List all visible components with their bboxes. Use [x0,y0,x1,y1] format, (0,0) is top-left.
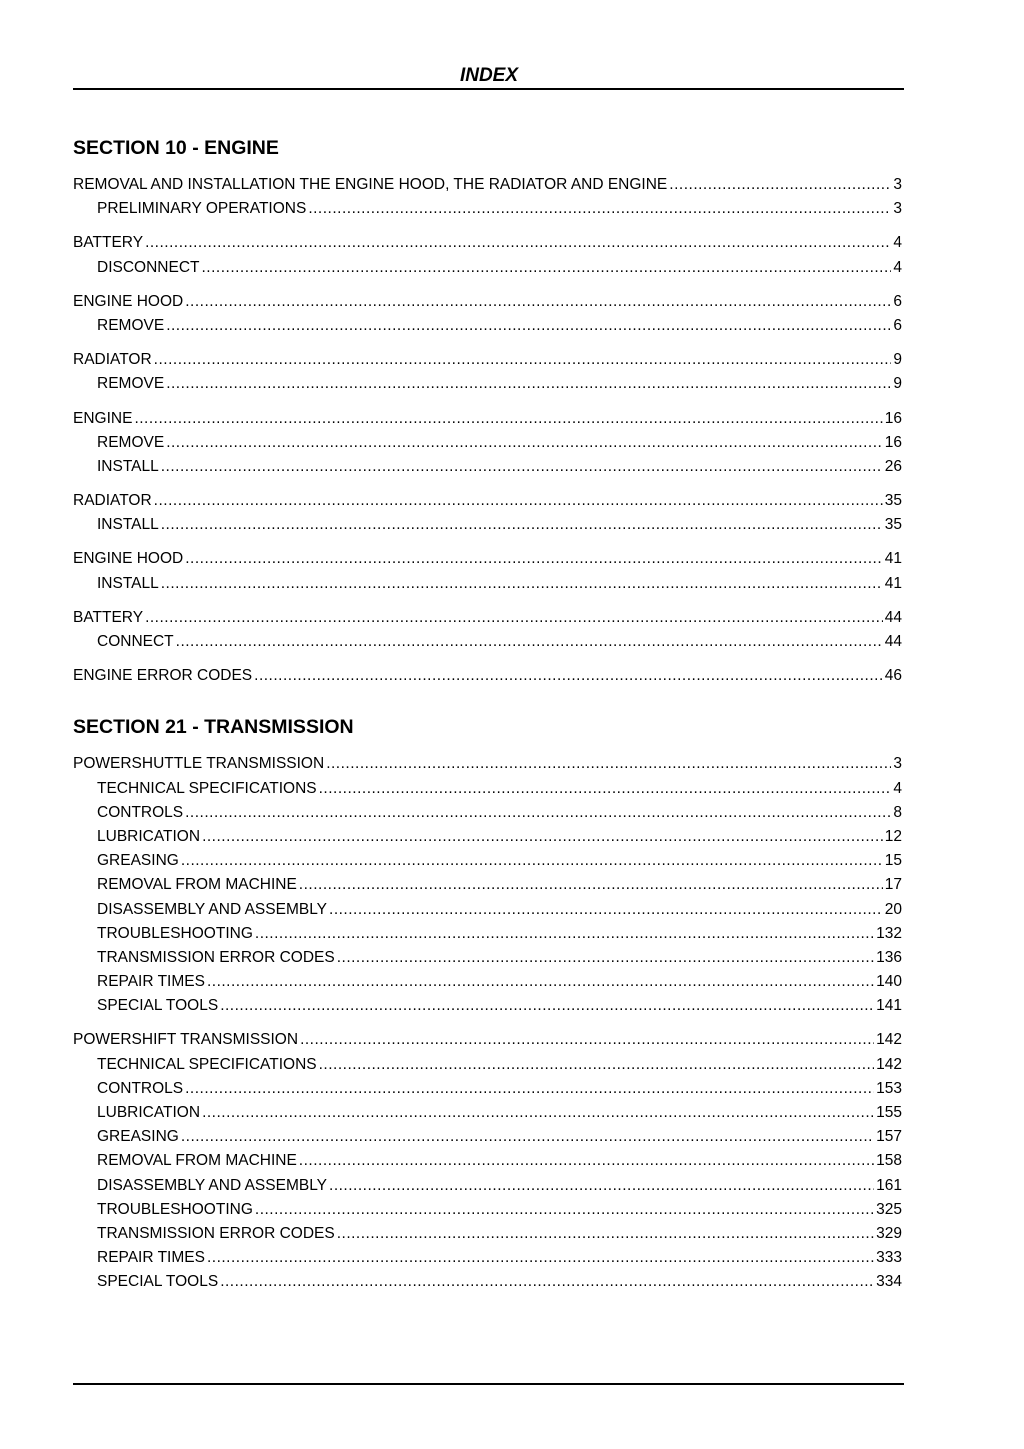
dot-leader [255,922,874,946]
toc-page-number: 15 [884,852,902,870]
toc-page-number: 161 [876,1176,902,1194]
toc-entry-label: ENGINE HOOD [73,550,184,568]
toc-entry-label: LUBRICATION [97,1104,201,1121]
dot-leader [185,547,883,571]
dot-leader [254,664,883,688]
toc-page-number: 35 [884,492,902,510]
dot-leader [202,1101,874,1125]
toc-entry-group [73,664,902,688]
dot-leader [166,314,891,338]
dot-leader [145,231,891,255]
toc-page-number: 44 [884,633,902,650]
toc-entry-label: POWERSHUTTLE TRANSMISSION [73,755,325,773]
toc-entry-label: POWERSHIFT TRANSMISSION [73,1031,299,1049]
toc-page-number: 41 [884,550,902,568]
toc-entry-label: DISCONNECT [97,258,200,276]
toc-entry-label: TECHNICAL SPECIFICATIONS [97,779,317,797]
toc-subentry[interactable] [73,801,902,825]
toc-entry-label: REMOVE [97,375,165,393]
dot-leader [329,1174,874,1198]
dot-leader [154,348,892,372]
toc-page-number: 136 [876,948,902,966]
toc-entry[interactable] [73,664,902,688]
toc-entry-label: ENGINE HOOD [73,292,184,310]
toc-entry-label: TRANSMISSION ERROR CODES [97,948,335,966]
toc-entry[interactable] [73,1028,902,1052]
toc-subentry[interactable] [73,922,902,946]
toc-subentry[interactable] [73,1077,902,1101]
dot-leader [202,825,883,849]
toc-entry-label: REMOVAL FROM MACHINE [97,1152,297,1170]
dot-leader [166,372,891,396]
toc-entry-group [73,1028,902,1294]
toc-page-number: 3 [893,176,902,193]
toc-page-number: 12 [884,827,902,845]
toc-entry[interactable] [73,547,902,571]
toc-entry[interactable] [73,290,902,314]
toc-page-number: 140 [876,973,902,991]
toc-page-number: 157 [876,1128,902,1146]
toc-entry[interactable] [73,606,902,630]
toc-entry-group [73,173,902,221]
toc-subentry[interactable] [73,1053,902,1077]
toc-entry-label: LUBRICATION [97,827,201,845]
toc-entry-label: ENGINE ERROR CODES [73,667,253,685]
dot-leader [181,1125,874,1149]
toc-subentry[interactable] [73,431,902,455]
toc-subentry[interactable] [73,825,902,849]
toc-entry-label: INSTALL [97,574,159,592]
dot-leader [207,1246,874,1270]
toc-page-number: 325 [876,1200,902,1218]
toc-page-number: 8 [893,803,902,821]
toc-section [73,135,902,688]
toc-subentry[interactable] [73,314,902,338]
dot-leader [166,431,883,455]
toc-entry[interactable] [73,489,902,513]
toc-subentry[interactable] [73,1270,902,1294]
dot-leader [669,173,891,197]
toc-entry-label: GREASING [97,852,179,870]
toc-page-number: 158 [876,1152,902,1170]
header-rule [73,88,904,90]
toc-entry[interactable] [73,407,902,431]
toc-entry-label: CONTROLS [97,803,184,821]
dot-leader [220,994,874,1018]
toc-entry-group [73,547,902,595]
toc-entry-label: TROUBLESHOOTING [97,924,253,942]
toc-subentry[interactable] [73,970,902,994]
toc-entry-label: TECHNICAL SPECIFICATIONS [97,1055,317,1073]
toc-page-number: 155 [876,1104,902,1121]
dot-leader [185,801,891,825]
dot-leader [161,572,883,596]
toc-page-number: 142 [876,1055,902,1073]
toc-page-number: 3 [893,200,902,218]
toc-entry-label: TROUBLESHOOTING [97,1200,253,1218]
dot-leader [220,1270,874,1294]
toc-page-number: 4 [893,258,902,276]
toc-page-number: 4 [893,779,902,797]
toc-section [73,714,902,1294]
toc-entry-label: REMOVE [97,433,165,451]
toc-subentry[interactable] [73,572,902,596]
dot-leader [300,1028,874,1052]
dot-leader [308,197,891,221]
dot-leader [319,1053,875,1077]
toc-page-number: 20 [884,900,902,918]
table-of-contents [73,135,902,1321]
dot-leader [337,946,874,970]
toc-entry-label: GREASING [97,1128,179,1146]
toc-entry-label: REMOVAL FROM MACHINE [97,876,297,894]
toc-subentry[interactable] [73,1149,902,1173]
dot-leader [161,513,883,537]
toc-page-number: 334 [876,1273,902,1291]
toc-entry-label: REMOVAL AND INSTALLATION THE ENGINE HOOD, THE RADIATOR AND ENGINE [73,176,668,193]
toc-entry-group [73,290,902,338]
toc-entry-group [73,407,902,480]
toc-subentry[interactable] [73,1198,902,1222]
toc-page-number: 4 [893,234,902,252]
dot-leader [161,455,883,479]
toc-subentry[interactable] [73,630,902,654]
toc-entry[interactable] [73,348,902,372]
toc-subentry[interactable] [73,849,902,873]
dot-leader [319,777,892,801]
toc-subentry[interactable] [73,873,902,897]
toc-entry-group [73,752,902,1018]
toc-page-number: 16 [884,433,902,451]
toc-entry-label: REPAIR TIMES [97,973,205,991]
toc-entry-label: ENGINE [73,409,133,427]
dot-leader [207,970,874,994]
toc-subentry[interactable] [73,1125,902,1149]
toc-page-number: 329 [876,1224,902,1242]
toc-entry-label: SPECIAL TOOLS [97,997,219,1015]
toc-entry-label: DISASSEMBLY AND ASSEMBLY [97,1176,328,1194]
toc-page-number: 333 [876,1249,902,1267]
toc-page-number: 132 [876,924,902,942]
toc-entry-label: INSTALL [97,516,159,534]
toc-subentry[interactable] [73,197,902,221]
dot-leader [134,407,882,431]
dot-leader [299,1149,874,1173]
toc-entry-group [73,348,902,396]
toc-page-number: 6 [893,292,902,310]
toc-entry-label: CONTROLS [97,1079,184,1097]
toc-subentry[interactable] [73,372,902,396]
section-heading: SECTION 21 - TRANSMISSION [73,716,354,739]
toc-entry[interactable] [73,173,902,197]
toc-entry-label: CONNECT [97,633,174,650]
toc-page-number: 153 [876,1079,902,1097]
section-heading: SECTION 10 - ENGINE [73,137,279,159]
toc-entry-label: RADIATOR [73,492,152,510]
dot-leader [329,898,883,922]
toc-entry-label: BATTERY [73,608,144,626]
toc-entry-label: BATTERY [73,234,144,252]
toc-subentry[interactable] [73,946,902,970]
dot-leader [201,256,891,280]
toc-page-number: 142 [876,1031,902,1049]
toc-entry-label: DISASSEMBLY AND ASSEMBLY [97,900,328,918]
toc-entry-label: TRANSMISSION ERROR CODES [97,1224,335,1242]
toc-entry-label: REPAIR TIMES [97,1249,205,1267]
dot-leader [181,849,883,873]
toc-entry-group [73,606,902,654]
toc-page-number: 46 [884,667,902,685]
toc-entry[interactable] [73,231,902,255]
toc-page-number: 3 [893,755,902,773]
toc-subentry[interactable] [73,513,902,537]
toc-page-number: 17 [884,876,902,894]
toc-page-number: 41 [884,574,902,592]
toc-subentry[interactable] [73,455,902,479]
toc-subentry[interactable] [73,1174,902,1198]
toc-page-number: 9 [893,375,902,393]
dot-leader [176,630,883,654]
toc-entry-label: RADIATOR [73,351,152,369]
toc-page-number: 9 [893,351,902,369]
toc-entry[interactable] [73,752,902,776]
toc-subentry[interactable] [73,1246,902,1270]
toc-entry-label: INSTALL [97,457,159,475]
toc-subentry[interactable] [73,256,902,280]
dot-leader [299,873,883,897]
toc-page-number: 35 [884,516,902,534]
dot-leader [255,1198,874,1222]
toc-entry-group [73,489,902,537]
toc-subentry[interactable] [73,898,902,922]
toc-entry-label: SPECIAL TOOLS [97,1273,219,1291]
toc-subentry[interactable] [73,1222,902,1246]
page-title: INDEX [459,65,519,86]
toc-page-number: 141 [876,997,902,1015]
dot-leader [326,752,891,776]
toc-entry-group [73,231,902,279]
toc-page-number: 16 [884,409,902,427]
toc-subentry[interactable] [73,1101,902,1125]
toc-subentry[interactable] [73,777,902,801]
footer-rule [73,1383,904,1385]
dot-leader [185,1077,874,1101]
toc-entry-label: PRELIMINARY OPERATIONS [97,200,307,218]
dot-leader [337,1222,874,1246]
dot-leader [185,290,891,314]
toc-subentry[interactable] [73,994,902,1018]
toc-page-number: 44 [884,608,902,626]
toc-page-number: 26 [884,457,902,475]
toc-page-number: 6 [893,316,902,334]
dot-leader [145,606,883,630]
dot-leader [154,489,883,513]
toc-entry-label: REMOVE [97,316,165,334]
